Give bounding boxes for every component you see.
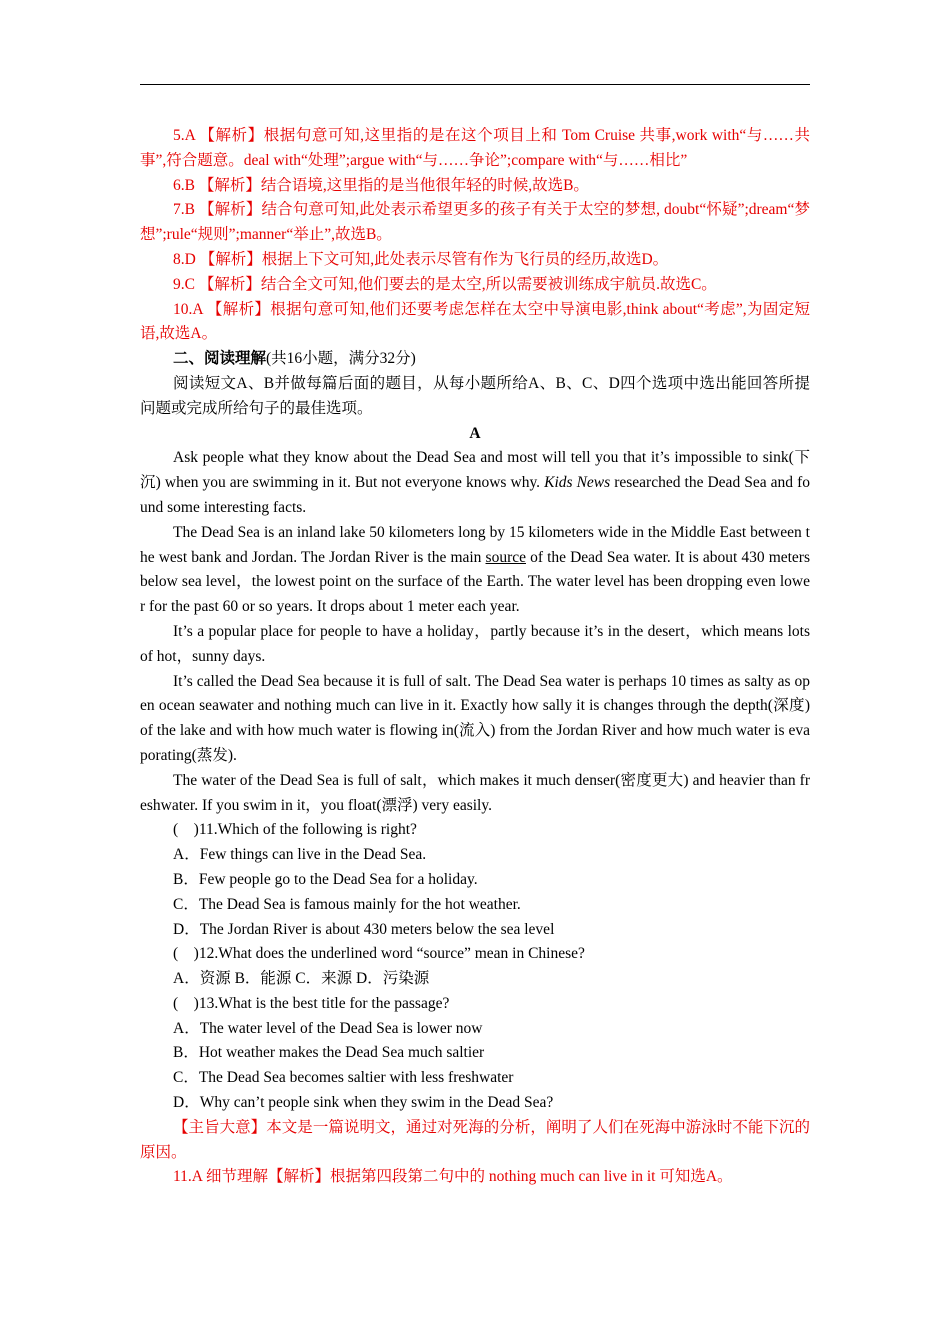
passage-paragraph-5: The water of the Dead Sea is full of salt，which makes it much denser(密度更大) and heavier than freshwater. If you swim in it，you float(漂浮) very easily.	[140, 771, 810, 814]
question-11-option-b: B．Few people go to the Dead Sea for a holiday.	[173, 870, 478, 888]
passage-paragraph-2	[140, 521, 810, 620]
section-heading-title: 二、阅读理解	[173, 350, 267, 368]
header-rule	[140, 84, 810, 85]
question-13-option-d: D．Why can’t people sink when they swim in the Dead Sea?	[173, 1094, 554, 1112]
answer-5: 5.A 【解析】根据句意可知,这里指的是在这个项目上和 Tom Cruise 共事,work with“与……共事”,符合题意。deal with“处理”;argue with“与……争论”;compare with“与……相比”	[140, 127, 810, 169]
question-11: ( )11.Which of the following is right?	[173, 821, 417, 839]
question-13-option-b: B．Hot weather makes the Dead Sea much saltier	[173, 1044, 485, 1062]
section-heading-score: (共16小题，满分32分)	[266, 350, 416, 368]
section-heading	[140, 347, 810, 372]
passage-paragraph-4: It’s called the Dead Sea because it is full of salt. The Dead Sea water is perhaps 10 times as salty as open ocean seawater and nothing much can live in it. Exactly how sally it is changes through the depth(深度) of the lake and with how much water is flowing in(流入) from the Jordan River and how much water is evaporating(蒸发).	[140, 672, 810, 764]
underlined-word-source: source	[485, 548, 526, 566]
question-11-option-d: D．The Jordan River is about 430 meters below the sea level	[173, 920, 555, 938]
passage-paragraph-1	[140, 446, 810, 520]
question-13-option-c: C．The Dead Sea becomes saltier with less freshwater	[173, 1069, 514, 1087]
p1-italic-source: Kids News	[544, 474, 611, 492]
section-instruction: 阅读短文A、B并做每篇后面的题目，从每小题所给A、B、C、D四个选项中选出能回答所提问题或完成所给句子的最佳选项。	[140, 374, 810, 417]
answer-10: 10.A 【解析】根据句意可知,他们还要考虑怎样在太空中导演电影,think about“考虑”,为固定短语,故选A。	[140, 300, 810, 343]
question-13-option-a: A．The water level of the Dead Sea is lower now	[173, 1019, 483, 1037]
question-12: ( )12.What does the underlined word “source” mean in Chinese?	[173, 945, 585, 963]
answer-7: 7.B 【解析】结合句意可知,此处表示希望更多的孩子有关于太空的梦想, doubt“怀疑”;dream“梦想”;rule“规则”;manner“举止”,故选B。	[140, 201, 810, 244]
answer-6: 6.B 【解析】结合语境,这里指的是当他很年轻的时候,故选B。	[173, 176, 589, 194]
p2-text-b: of the Dead Sea water. It is about 430 meters below sea level，the lowest point on the surface of the Earth. The water level has been dropping even lower for the past 60 or so years. It drops about 1 meter each year.	[140, 548, 811, 616]
p2-text-a: The Dead Sea is an inland lake 50 kilometers long by 15 kilometers wide in the Middle East between the west bank and Jordan. The Jordan River is the main	[140, 523, 810, 566]
question-13: ( )13.What is the best title for the passage?	[173, 994, 450, 1012]
answer-8: 8.D 【解析】根据上下文可知,此处表示尽管有作为飞行员的经历,故选D。	[173, 250, 669, 268]
document-body	[140, 124, 810, 1190]
p1-text-a: Ask people what they know about the Dead Sea and most will tell you that it’s impossible to sink(下沉) when you are swimming in it. But not everyone knows why.	[140, 449, 810, 492]
passage-paragraph-3: It’s a popular place for people to have a holiday，partly because it’s in the desert，which means lots of hot，sunny days.	[140, 622, 810, 665]
p1-text-b: researched the Dead Sea and found some interesting facts.	[140, 474, 810, 516]
question-12-options: A．资源 B．能源 C．来源 D．污染源	[173, 970, 430, 988]
answer-11: 11.A 细节理解【解析】根据第四段第二句中的 nothing much can live in it 可知选A。	[173, 1168, 733, 1186]
question-11-option-a: A．Few things can live in the Dead Sea.	[173, 846, 427, 864]
question-11-option-c: C．The Dead Sea is famous mainly for the hot weather.	[173, 895, 521, 913]
answer-9: 9.C 【解析】结合全文可知,他们要去的是太空,所以需要被训练成宇航员.故选C。	[173, 275, 717, 293]
main-idea: 【主旨大意】本文是一篇说明文，通过对死海的分析，阐明了人们在死海中游泳时不能下沉的原因。	[140, 1118, 810, 1161]
passage-label: A	[469, 424, 481, 442]
